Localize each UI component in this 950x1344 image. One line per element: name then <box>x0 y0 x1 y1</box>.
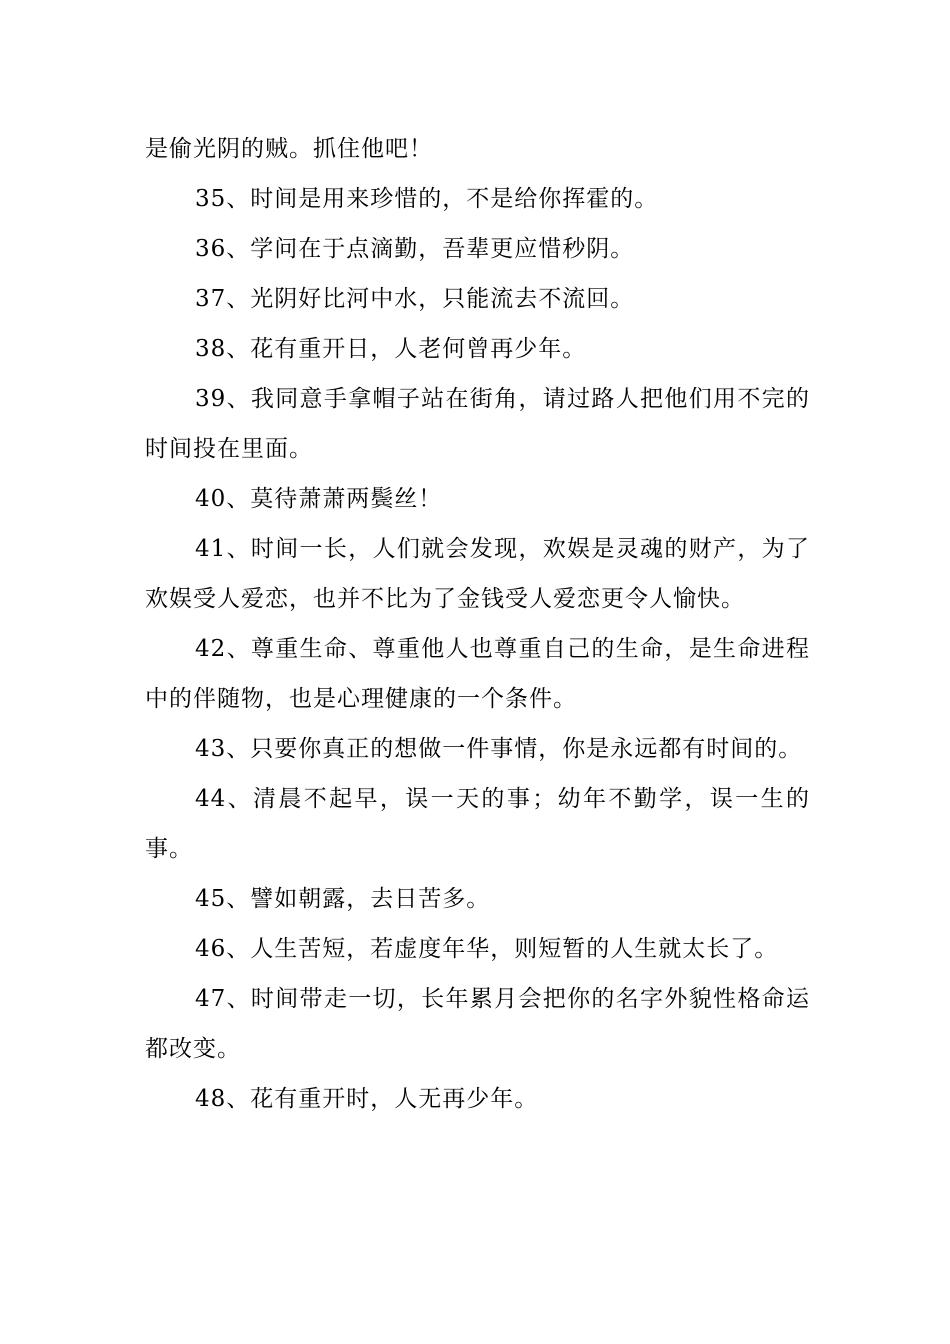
quote-45: 45、譬如朝露，去日苦多。 <box>195 886 491 912</box>
quote-42: 42、尊重生命、尊重他人也尊重自己的生命，是生命进程中的伴随物，也是心理健康的一个条件。 <box>145 636 810 712</box>
quote-35: 35、时间是用来珍惜的，不是给你挥霍的。 <box>195 186 659 212</box>
quote-36: 36、学问在于点滴勤，吾辈更应惜秒阴。 <box>195 236 635 262</box>
document-body <box>145 124 810 1124</box>
quote-43: 43、只要你真正的想做一件事情，你是永远都有时间的。 <box>195 736 803 762</box>
quote-40: 40、莫待萧萧两鬓丝！ <box>195 486 443 512</box>
quote-46: 46、人生苦短，若虚度年华，则短暂的人生就太长了。 <box>195 936 779 962</box>
quote-41: 41、时间一长，人们就会发现，欢娱是灵魂的财产，为了欢娱受人爱恋，也并不比为了金钱受人爱恋更令人愉快。 <box>145 536 810 612</box>
quote-38: 38、花有重开日，人老何曾再少年。 <box>195 336 587 362</box>
quote-39: 39、我同意手拿帽子站在街角，请过路人把他们用不完的时间投在里面。 <box>145 386 810 462</box>
paragraph-continuation: 是偷光阴的贼。抓住他吧！ <box>145 136 433 162</box>
quote-47: 47、时间带走一切，长年累月会把你的名字外貌性格命运都改变。 <box>145 986 810 1062</box>
quote-44: 44、清晨不起早，误一天的事；幼年不勤学，误一生的事。 <box>145 786 810 862</box>
quote-48: 48、花有重开时，人无再少年。 <box>195 1086 539 1112</box>
quote-37: 37、光阴好比河中水，只能流去不流回。 <box>195 286 635 312</box>
